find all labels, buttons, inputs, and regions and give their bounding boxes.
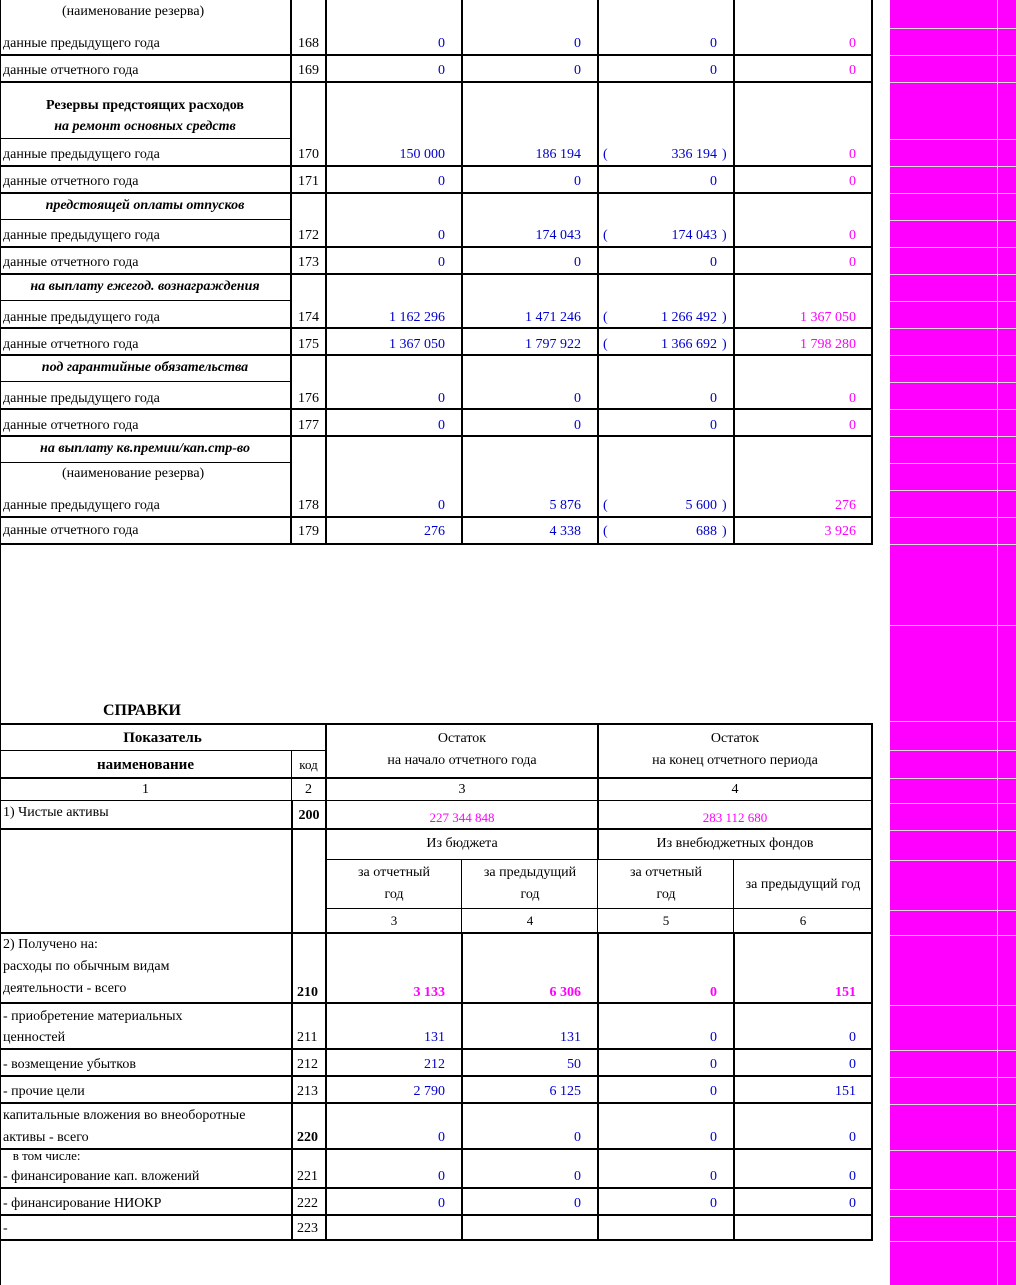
grid-line <box>0 1214 873 1216</box>
paren-close: ) <box>722 310 727 325</box>
row-label: данные предыдущего года <box>3 36 160 51</box>
row-label: - возмещение убытков <box>3 1057 136 1072</box>
grid-line <box>871 723 873 1241</box>
cell-value: 0 <box>438 255 445 270</box>
cell-value: 0 <box>574 174 581 189</box>
grid-line <box>0 800 873 801</box>
grid-line <box>0 354 873 356</box>
side-band-line <box>890 166 1016 167</box>
side-band-line <box>890 247 1016 248</box>
row-label: - приобретение материальных <box>3 1009 183 1024</box>
cell-value: 0 <box>574 418 581 433</box>
row-code: 178 <box>298 498 319 513</box>
cell-value: 1 367 050 <box>389 337 445 352</box>
side-band-line <box>890 301 1016 302</box>
cell-value: 5 600 <box>685 498 717 513</box>
side-band-line <box>890 544 1016 545</box>
grid-line <box>0 300 292 301</box>
cell-value: 0 <box>849 36 856 51</box>
row-label: ценностей <box>3 1030 66 1045</box>
row-code: 169 <box>298 63 319 78</box>
cell-value: 6 125 <box>549 1084 581 1099</box>
side-band-line <box>890 860 1016 861</box>
side-band-line <box>890 274 1016 275</box>
grid-line <box>0 408 873 410</box>
row-label: - прочие цели <box>3 1084 85 1099</box>
row-label: капитальные вложения во внеоборотные <box>3 1108 246 1123</box>
cell-value: 0 <box>574 1169 581 1184</box>
side-band-line <box>890 193 1016 194</box>
cell-value: 0 <box>849 174 856 189</box>
paren-open: ( <box>603 337 608 352</box>
grid-line <box>0 246 873 248</box>
cell-value: 0 <box>849 1030 856 1045</box>
grid-line <box>0 777 873 779</box>
col4-header: за предыдущий <box>483 865 577 880</box>
row-label: данные отчетного года <box>3 174 139 189</box>
cell-value: 0 <box>849 1057 856 1072</box>
name-header: наименование <box>97 757 194 773</box>
cell-value: 0 <box>574 255 581 270</box>
cell-value: 1 797 922 <box>525 337 581 352</box>
side-band-line <box>890 409 1016 410</box>
cell-value: 0 <box>574 1196 581 1211</box>
side-band-line <box>890 1104 1016 1105</box>
paren-close: ) <box>722 147 727 162</box>
cell-value: 1 367 050 <box>800 310 856 325</box>
cell-value: 276 <box>835 498 856 513</box>
cell-value: 0 <box>438 418 445 433</box>
cell-value: 0 <box>710 1169 717 1184</box>
cell-value: 0 <box>710 418 717 433</box>
cell-value: 0 <box>710 1084 717 1099</box>
code-header: код <box>299 757 318 772</box>
side-band-line <box>890 935 1016 936</box>
grid-line <box>0 1002 873 1004</box>
side-band-line <box>890 721 1016 722</box>
row-code: 173 <box>298 255 319 270</box>
row-label: данные предыдущего года <box>3 391 160 406</box>
balance-end-header: Остаток <box>710 731 760 746</box>
grid-line <box>0 219 292 220</box>
cell-value: 276 <box>424 524 445 539</box>
cell-value: 0 <box>574 36 581 51</box>
side-band-line <box>890 830 1016 831</box>
reserve-name-caption: (наименование резерва) <box>62 4 205 19</box>
side-band-line <box>890 382 1016 383</box>
cell-value: 0 <box>438 391 445 406</box>
cell-value: 0 <box>710 1130 717 1145</box>
row-code: 179 <box>298 524 319 539</box>
from-budget-header: Из бюджета <box>426 836 498 851</box>
cell-value: 0 <box>574 391 581 406</box>
grid-line <box>0 1187 873 1189</box>
side-band-line <box>890 436 1016 437</box>
cell-value: 0 <box>849 228 856 243</box>
grid-line <box>0 1239 873 1241</box>
cell-value: 0 <box>710 255 717 270</box>
cell-value: 1 471 246 <box>525 310 581 325</box>
paren-close: ) <box>722 228 727 243</box>
row-label: данные отчетного года <box>3 63 139 78</box>
row-code: 220 <box>297 1130 318 1145</box>
row-code: 223 <box>297 1221 318 1236</box>
grid-line <box>0 723 873 725</box>
row-label: данные предыдущего года <box>3 498 160 513</box>
paren-open: ( <box>603 147 608 162</box>
net-assets-start: 227 344 848 <box>429 810 495 825</box>
row-label: данные отчетного года <box>3 523 139 538</box>
cell-value: 0 <box>849 63 856 78</box>
grid-line <box>0 828 873 830</box>
side-band-line <box>890 1241 1016 1242</box>
row-code: 175 <box>298 337 319 352</box>
cell-value: 212 <box>424 1057 445 1072</box>
grid-line <box>0 165 873 167</box>
cell-value: 0 <box>849 1196 856 1211</box>
row-code: 221 <box>297 1169 318 1184</box>
row-code: 168 <box>298 36 319 51</box>
cell-value: 336 194 <box>671 147 717 162</box>
cell-value: 0 <box>849 418 856 433</box>
cell-value: 174 043 <box>671 228 717 243</box>
side-band-line <box>890 910 1016 911</box>
net-assets-code: 200 <box>298 808 320 823</box>
row-label: в том числе: <box>3 1148 81 1163</box>
side-band-line <box>890 463 1016 464</box>
cell-value: 1 162 296 <box>389 310 445 325</box>
grid-line <box>0 381 292 382</box>
grid-line <box>0 516 873 518</box>
column-number: 5 <box>662 913 670 928</box>
row-label: данные предыдущего года <box>3 228 160 243</box>
col5-header-sub: год <box>656 887 676 902</box>
side-band-line <box>890 55 1016 56</box>
paren-open: ( <box>603 498 608 513</box>
grid-line <box>0 435 873 437</box>
cell-value: 0 <box>438 174 445 189</box>
side-band-line <box>890 1077 1016 1078</box>
column-number: 6 <box>799 913 807 928</box>
grid-line <box>0 327 873 329</box>
cell-value: 6 306 <box>549 985 581 1000</box>
grid-line <box>597 860 598 933</box>
cell-value: 0 <box>574 63 581 78</box>
col3-header-sub: год <box>384 887 404 902</box>
column-number: 3 <box>458 782 466 797</box>
column-number: 2 <box>305 782 312 797</box>
indicator-header: Показатель <box>123 730 202 746</box>
row-code: 171 <box>298 174 319 189</box>
row-label: данные предыдущего года <box>3 310 160 325</box>
heading-repair-fixed-assets: на ремонт основных средств <box>54 119 236 134</box>
side-band-line <box>890 328 1016 329</box>
grid-line <box>0 1048 873 1050</box>
side-band-line <box>890 28 1016 29</box>
cell-value: 151 <box>835 1084 856 1099</box>
cell-value: 0 <box>438 36 445 51</box>
cell-value: 0 <box>849 147 856 162</box>
cell-value: 0 <box>710 174 717 189</box>
cell-value: 4 338 <box>549 524 581 539</box>
cell-value: 0 <box>849 1169 856 1184</box>
row-code: 211 <box>297 1030 318 1045</box>
cell-value: 3 926 <box>824 524 856 539</box>
column-number: 1 <box>142 782 149 797</box>
cell-value: 1 798 280 <box>800 337 856 352</box>
cell-value: 186 194 <box>535 147 581 162</box>
cell-value: 0 <box>710 391 717 406</box>
cell-value: 131 <box>560 1030 581 1045</box>
cell-value: 0 <box>710 1057 717 1072</box>
side-band-line <box>890 517 1016 518</box>
balance-end-sub: на конец отчетного периода <box>652 753 818 768</box>
cell-value: 0 <box>438 1196 445 1211</box>
from-funds-header: Из внебюджетных фондов <box>656 836 814 851</box>
cell-value: 0 <box>710 985 717 1000</box>
side-band-line <box>890 625 1016 626</box>
cell-value: 0 <box>849 255 856 270</box>
cell-value: 2 790 <box>413 1084 445 1099</box>
grid-line <box>0 192 873 194</box>
row-code: 174 <box>298 310 319 325</box>
cell-value: 0 <box>849 391 856 406</box>
paren-close: ) <box>722 524 727 539</box>
side-band-line <box>890 750 1016 751</box>
col4-header-sub: год <box>520 887 540 902</box>
cell-value: 1 366 692 <box>661 337 717 352</box>
column-number: 4 <box>526 913 534 928</box>
cell-value: 0 <box>438 228 445 243</box>
grid-line <box>0 54 873 56</box>
grid-line <box>326 908 873 909</box>
row-code: 172 <box>298 228 319 243</box>
balance-start-sub: на начало отчетного года <box>387 753 537 768</box>
row-label: 2) Получено на: <box>3 937 98 952</box>
row-label: деятельности - всего <box>3 981 127 996</box>
side-band-line <box>890 490 1016 491</box>
section-title: СПРАВКИ <box>103 702 181 719</box>
grid-line <box>0 462 292 463</box>
side-band-line <box>890 82 1016 83</box>
cell-value: 0 <box>438 1130 445 1145</box>
cell-value: 150 000 <box>399 147 445 162</box>
side-band-line <box>890 220 1016 221</box>
grid-line <box>733 860 734 933</box>
cell-value: 3 133 <box>413 985 445 1000</box>
cell-value: 0 <box>574 1130 581 1145</box>
row-label: активы - всего <box>3 1130 89 1145</box>
grid-line <box>291 801 293 1241</box>
row-label: - <box>3 1221 8 1236</box>
row-code: 176 <box>298 391 319 406</box>
grid-line <box>0 932 873 934</box>
cell-value: 0 <box>438 1169 445 1184</box>
side-band-line <box>890 778 1016 779</box>
paren-close: ) <box>722 498 727 513</box>
side-band-line <box>890 1050 1016 1051</box>
row-code: 177 <box>298 418 319 433</box>
col5-header: за отчетный <box>630 865 702 880</box>
cell-value: 0 <box>710 36 717 51</box>
grid-line <box>0 1102 873 1104</box>
grid-line <box>0 81 873 83</box>
paren-open: ( <box>603 310 608 325</box>
grid-line <box>0 543 873 545</box>
heading-quarterly-bonus: на выплату кв.премии/кап.стр-во <box>40 441 250 456</box>
cell-value: 688 <box>696 524 717 539</box>
balance-start-header: Остаток <box>437 731 487 746</box>
cell-value: 0 <box>710 63 717 78</box>
net-assets-label: 1) Чистые активы <box>3 805 109 820</box>
cell-value: 174 043 <box>535 228 581 243</box>
net-assets-end: 283 112 680 <box>702 810 768 825</box>
row-label: - финансирование кап. вложений <box>3 1169 200 1184</box>
grid-line <box>326 859 873 860</box>
column-number: 3 <box>390 913 398 928</box>
heading-vacation: предстоящей оплаты отпусков <box>45 198 245 213</box>
cell-value: 5 876 <box>549 498 581 513</box>
paren-close: ) <box>722 337 727 352</box>
col3-header: за отчетный <box>358 865 430 880</box>
side-band-line <box>890 139 1016 140</box>
side-band-line <box>890 355 1016 356</box>
row-code: 210 <box>297 985 318 1000</box>
grid-line <box>0 1075 873 1077</box>
grid-line <box>0 750 326 751</box>
cell-value: 0 <box>710 1030 717 1045</box>
row-label: данные предыдущего года <box>3 147 160 162</box>
paren-open: ( <box>603 228 608 243</box>
cell-value: 131 <box>424 1030 445 1045</box>
grid-line <box>0 273 873 275</box>
cell-value: 151 <box>835 985 856 1000</box>
row-label: данные отчетного года <box>3 418 139 433</box>
row-code: 212 <box>297 1057 318 1072</box>
col6-header: за предыдущий год <box>745 877 861 892</box>
paren-open: ( <box>603 524 608 539</box>
grid-line <box>0 1148 873 1150</box>
grid-line <box>0 138 292 139</box>
row-code: 222 <box>297 1196 318 1211</box>
heading-repair-reserves: Резервы предстоящих расходов <box>46 98 244 113</box>
cell-value: 0 <box>710 1196 717 1211</box>
cell-value: 0 <box>438 63 445 78</box>
side-band-line <box>890 1150 1016 1151</box>
grid-line <box>461 860 462 933</box>
row-label: расходы по обычным видам <box>3 959 170 974</box>
row-label: данные отчетного года <box>3 255 139 270</box>
column-number: 4 <box>731 782 739 797</box>
side-band-line <box>890 1189 1016 1190</box>
heading-annual-bonus: на выплату ежегод. вознаграждения <box>30 279 260 294</box>
row-code: 170 <box>298 147 319 162</box>
row-label: данные отчетного года <box>3 337 139 352</box>
side-band-line <box>890 803 1016 804</box>
cell-value: 0 <box>849 1130 856 1145</box>
row-label: - финансирование НИОКР <box>3 1196 162 1211</box>
cell-value: 50 <box>567 1057 581 1072</box>
side-band-line <box>890 1005 1016 1006</box>
heading-warranty: под гарантийные обязательства <box>41 360 249 375</box>
cell-value: 0 <box>438 498 445 513</box>
side-band-line <box>890 1216 1016 1217</box>
row-code: 213 <box>297 1084 318 1099</box>
reserve-name-caption: (наименование резерва) <box>62 466 205 481</box>
cell-value: 1 266 492 <box>661 310 717 325</box>
